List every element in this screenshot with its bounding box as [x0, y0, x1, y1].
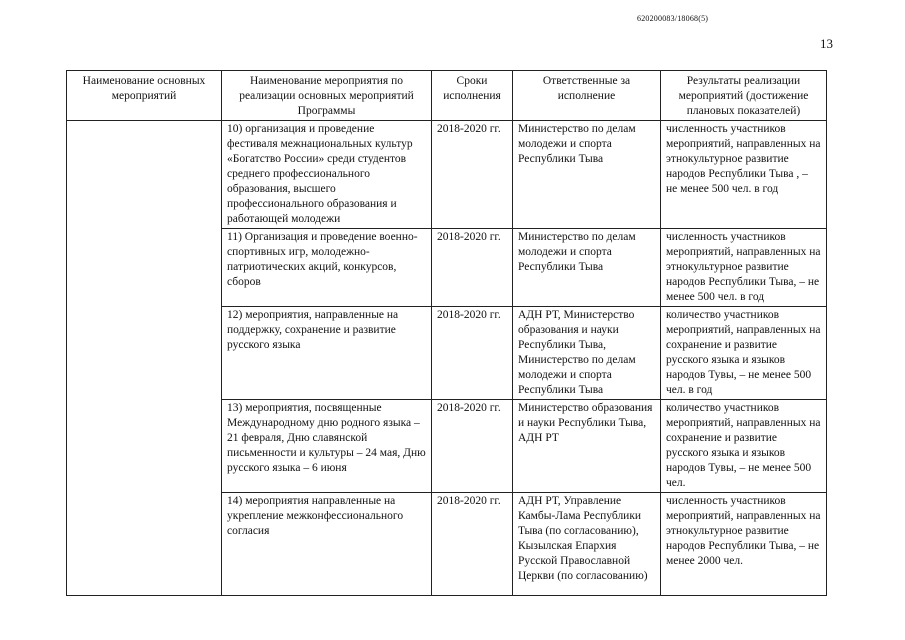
period-cell: 2018-2020 гг.: [432, 493, 513, 596]
column-header-period: Сроки исполнения: [432, 71, 513, 121]
result-cell: численность участников мероприятий, направленных на этнокультурное развитие народов Республики Тыва, – не менее 500 чел. в год: [661, 229, 827, 307]
result-cell: количество участников мероприятий, направленных на сохранение и развитие русского языка и языков народов Тувы, – не менее 500 чел.: [661, 400, 827, 493]
responsible-cell: АДН РТ, Министерство образования и науки Республики Тыва, Министерство по делам молодежи и спорта Республики Тыва: [513, 307, 661, 400]
column-header-main-event: Наименование основных мероприятий: [67, 71, 222, 121]
activity-cell: 13) мероприятия, посвященные Международному дню родного языка – 21 февраля, Дню славянской письменности и культуры – 24 мая, Дню русского языка – 6 июня: [222, 400, 432, 493]
main-event-cell: [67, 121, 222, 596]
result-cell: численность участников мероприятий, направленных на этнокультурное развитие народов Республики Тыва, – не менее 2000 чел.: [661, 493, 827, 596]
period-cell: 2018-2020 гг.: [432, 307, 513, 400]
column-header-responsible: Ответственные за исполнение: [513, 71, 661, 121]
activity-cell: 12) мероприятия, направленные на поддержку, сохранение и развитие русского языка: [222, 307, 432, 400]
document-id: 620200083/18068(5): [637, 14, 709, 23]
period-cell: 2018-2020 гг.: [432, 400, 513, 493]
column-header-activity: Наименование мероприятия по реализации основных мероприятий Программы: [222, 71, 432, 121]
result-cell: численность участников мероприятий, направленных на этнокультурное развитие народов Республики Тыва , – не менее 500 чел. в год: [661, 121, 827, 229]
responsible-cell: Министерство образования и науки Республики Тыва, АДН РТ: [513, 400, 661, 493]
table-header-row: [67, 71, 827, 121]
activity-cell: 14) мероприятия направленные на укрепление межконфессионального согласия: [222, 493, 432, 596]
period-cell: 2018-2020 гг.: [432, 229, 513, 307]
responsible-cell: АДН РТ, Управление Камбы-Лама Республики Тыва (по согласованию), Кызылская Епархия Русской Православной Церкви (по согласованию): [513, 493, 661, 596]
activity-cell: 11) Организация и проведение военно-спортивных игр, молодежно-патриотических акций, конкурсов, сборов: [222, 229, 432, 307]
events-table: [66, 70, 827, 596]
page-number: 13: [820, 36, 833, 51]
result-cell: количество участников мероприятий, направленных на сохранение и развитие русского языка и языков народов Тувы, – не менее 500 чел. в год: [661, 307, 827, 400]
responsible-cell: Министерство по делам молодежи и спорта Республики Тыва: [513, 229, 661, 307]
table-row: [67, 121, 827, 229]
activity-cell: 10) организация и проведение фестиваля межнациональных культур «Богатство России» среди студентов среднего профессионального образования, высшего профессионального образования и работающей молодежи: [222, 121, 432, 229]
period-cell: 2018-2020 гг.: [432, 121, 513, 229]
column-header-result: Результаты реализации мероприятий (достижение плановых показателей): [661, 71, 827, 121]
responsible-cell: Министерство по делам молодежи и спорта Республики Тыва: [513, 121, 661, 229]
